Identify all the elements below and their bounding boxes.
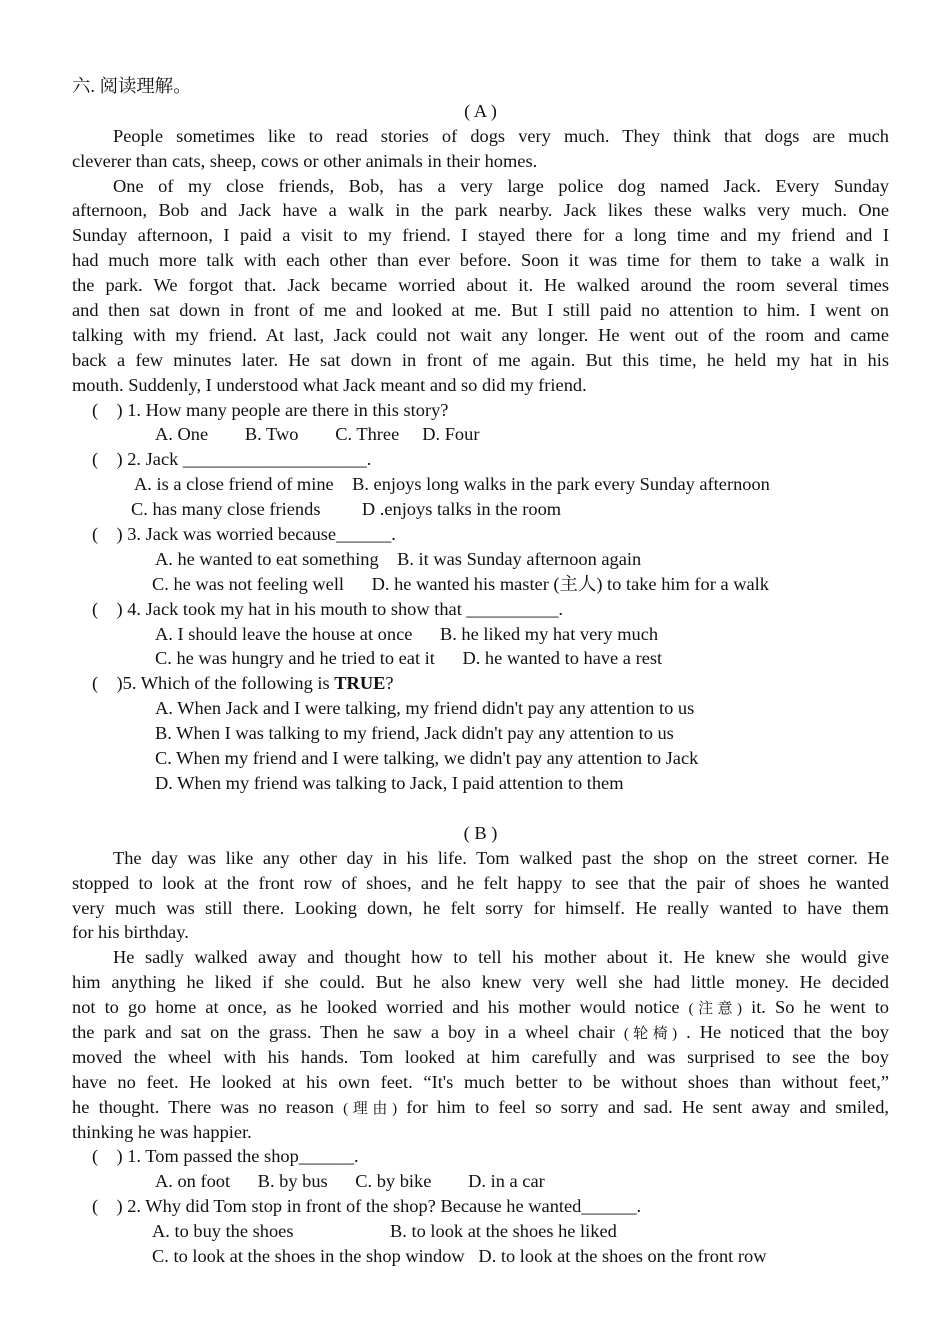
passage-line: People sometimes like to read stories of dogs very much. They think that dogs are much [113,125,889,146]
passage-line: cleverer than cats, sheep, cows or other animals in their homes. [72,150,538,171]
passage-line: mouth. Suddenly, I understood what Jack meant and so did my friend. [72,374,587,395]
section-title: 六. 阅读理解。 [72,76,192,96]
passage-line: and then sat down in front of me and looked at me. But I still paid no attention to him. I went on [72,300,889,321]
passage-line: stopped to look at the front row of shoes, and he felt happy to see that the pair of shoes he wanted [72,872,889,893]
options-a2-row2: C. has many close friends D .enjoys talks in the room [131,499,562,520]
question-a5 [72,671,889,696]
question-a5-end: ? [385,673,394,694]
question-a4: ( ) 4. Jack took my hat in his mouth to show that __________. [92,598,563,619]
options-a1: A. One B. Two C. Three D. Four [155,424,480,445]
worksheet-page [72,74,889,1269]
options-a3-row1: A. he wanted to eat something B. it was Sunday afternoon again [155,548,642,569]
options-b2-row1: A. to buy the shoes B. to look at the shoes he liked [152,1221,617,1242]
gloss-wheelchair: (轮椅) [623,1025,678,1042]
option-a5-b: B. When I was talking to my friend, Jack didn't pay any attention to us [155,723,674,744]
question-a5-stem: ( )5. Which of the following is [92,673,335,694]
passage-line: he thought. There was no reason (理由) for him to feel so sorry and sad. He sent away and smiled, [72,1096,889,1117]
passage-line: thinking he was happier. [72,1121,252,1142]
passage-line: moved the wheel with his hands. Tom looked at him carefully and was surprised to see the boy [72,1046,889,1067]
passage-line: the park and sat on the grass. Then he saw a boy in a wheel chair (轮椅) . He noticed that the boy [72,1021,889,1042]
passage-line: Sunday afternoon, I paid a visit to my friend. I stayed there for a long time and my friend and I [72,225,889,246]
question-a1: ( ) 1. How many people are there in this story? [92,399,449,420]
question-b1: ( ) 1. Tom passed the shop______. [92,1146,359,1167]
passage-line: afternoon, Bob and Jack have a walk in the park nearby. Jack likes these walks very much. One [72,200,889,221]
passage-b-text [72,846,889,1145]
question-a3: ( ) 3. Jack was worried because______. [92,524,396,545]
options-a3-row2: C. he was not feeling well D. he wanted his master (主人) to take him for a walk [152,573,769,594]
options-b1: A. on foot B. by bus C. by bike D. in a car [155,1171,545,1192]
question-a2: ( ) 2. Jack ____________________. [92,449,372,470]
option-a5-c: C. When my friend and I were talking, we didn't pay any attention to Jack [155,748,699,769]
question-a5-keyword: TRUE [334,673,386,694]
passage-b-label: ( B ) [463,822,498,843]
options-a2-row1: A. is a close friend of mine B. enjoys long walks in the park every Sunday afternoon [134,474,770,495]
options-a4-row1: A. I should leave the house at once B. he liked my hat very much [155,623,659,644]
passage-line: him anything he liked if she could. But he also knew very well she had little money. He decided [72,972,889,993]
options-a4-row2: C. he was hungry and he tried to eat it D. he wanted to have a rest [155,648,663,669]
gloss-reason: (理由) [343,1100,398,1117]
passage-line: back a few minutes later. He sat down in front of me again. But this time, he held my hat in his [72,349,889,370]
passage-line: not to go home at once, as he looked worried and his mother would notice (注意) it. So he went to [72,997,889,1018]
passage-line: The day was like any other day in his life. Tom walked past the shop on the street corner. He [113,847,889,868]
option-a5-d: D. When my friend was talking to Jack, I paid attention to them [155,772,624,793]
passage-line: One of my close friends, Bob, has a very large police dog named Jack. Every Sunday [113,175,889,196]
passage-a-text [72,124,889,398]
passage-line: for his birthday. [72,922,189,943]
passage-line: talking with my friend. At last, Jack could not wait any longer. He went out of the room and came [72,324,889,345]
passage-line: He sadly walked away and thought how to tell his mother about it. He knew she would give [113,947,889,968]
passage-a-label: ( A ) [464,100,497,121]
question-b2: ( ) 2. Why did Tom stop in front of the shop? Because he wanted______. [92,1196,642,1217]
passage-line: the park. We forgot that. Jack became worried about it. He walked around the room several times [72,275,889,296]
passage-line: had much more talk with each other than ever before. Soon it was time for them to take a walk in [72,250,889,271]
gloss-notice: (注意) [688,1001,743,1018]
options-b2-row2: C. to look at the shoes in the shop window D. to look at the shoes on the front row [152,1245,767,1266]
passage-line: very much was still there. Looking down, he felt sorry for himself. He really wanted to have them [72,897,889,918]
option-a5-a: A. When Jack and I were talking, my friend didn't pay any attention to us [155,698,695,719]
passage-line: have no feet. He looked at his own feet. “It's much better to be without shoes than without feet,” [72,1071,889,1092]
